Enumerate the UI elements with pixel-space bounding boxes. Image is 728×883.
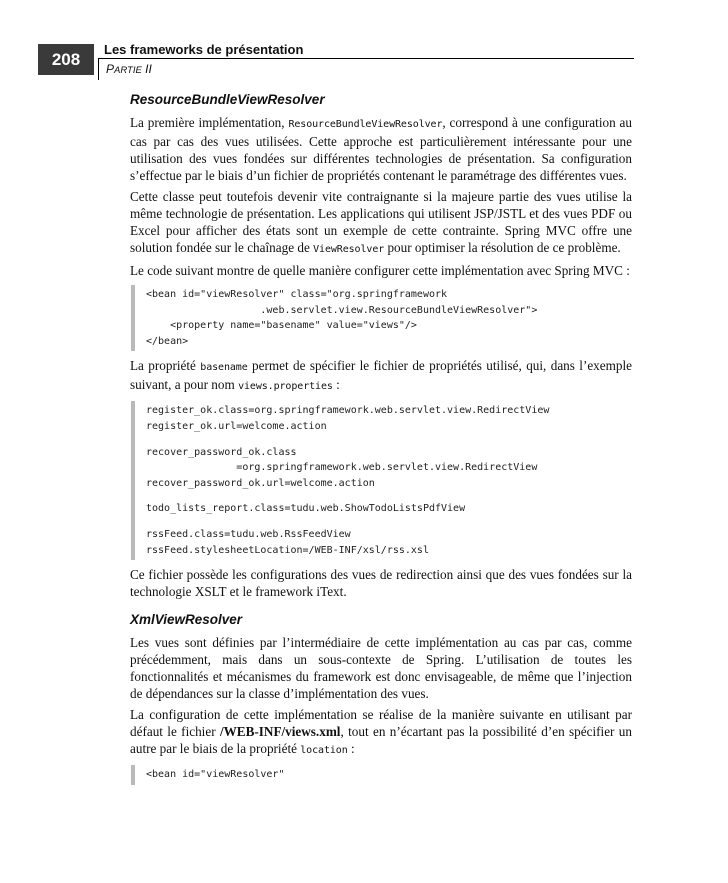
text-run: permet de spécifier le fichier de propriétés utilisé, qui, dans l’exemple suivant, a pour nom (130, 358, 633, 393)
code-line: =org.springframework.web.servlet.view.RedirectView (146, 462, 538, 474)
inline-code: basename (200, 362, 248, 374)
page-number: 208 (38, 44, 94, 75)
paragraph (130, 706, 632, 759)
code-block (131, 401, 632, 560)
section-heading-xmlviewresolver: XmlViewResolver (130, 612, 243, 628)
text-run: La première implémentation, (130, 115, 289, 130)
code-blank-line (146, 517, 632, 527)
text-run: : (347, 741, 355, 757)
text-run: La propriété (130, 358, 201, 374)
code-blank-line (146, 491, 632, 501)
text-run: : (332, 377, 340, 393)
file-path: /WEB-INF/views.xml (219, 724, 341, 740)
paragraph: Le code suivant montre de quelle manière configurer cette implémentation avec Spring MVC : (130, 263, 630, 278)
code-line: register_ok.class=org.springframework.web.servlet.view.RedirectView (146, 405, 550, 417)
part-label (106, 62, 152, 76)
code-line: register_ok.url=welcome.action (146, 420, 327, 432)
code-block (131, 285, 632, 351)
inline-code: ResourceBundleViewResolver (288, 119, 443, 130)
code-line: rssFeed.stylesheetLocation=/WEB-INF/xsl/rss.xsl (146, 544, 429, 556)
header-rule-vertical (98, 58, 99, 80)
code-line: <property name="basename" value="views"/> (146, 320, 417, 332)
text-run: pour optimiser la résolution de ce problème. (384, 240, 621, 255)
paragraph (130, 188, 632, 258)
code-blank-line (146, 435, 632, 445)
part-label-cap: P (106, 62, 115, 76)
text-run: Cette classe peut toutefois devenir vite contraignante si la majeure partie des vues utilise la même technologie de présentation. Les applications qui utilisent JSP/JSTL et des vues PDF ou Excel pour afficher des états sont un exemple de cette contrainte. Spring MVC offre une solution fondée sur le chaînage de (130, 189, 632, 255)
code-line: recover_password_ok.url=welcome.action (146, 477, 375, 489)
paragraph: Les vues sont définies par l’intermédiaire de cette implémentation au cas par cas, comme précédemment, mais dans un sous-contexte de Spring. L’utilisation de toutes les fonctionnalités et mécanismes du framework est donc envisageable, de même que l’injection de dépendances sur la classe d’implémentation des vues. (130, 635, 632, 702)
code-line: todo_lists_report.class=tudu.web.ShowTodoListsPdfView (146, 503, 466, 515)
code-line: recover_password_ok.class (146, 446, 297, 458)
inline-code: location (300, 745, 348, 757)
paragraph (130, 114, 632, 184)
code-line: </bean> (146, 335, 189, 347)
header-rule (98, 58, 634, 59)
paragraph: Ce fichier possède les configurations des vues de redirection ainsi que des vues fondées sur la technologie XSLT et le framework iText. (130, 567, 632, 600)
paragraph (130, 357, 632, 395)
section-heading-resourcebundle: ResourceBundleViewResolver (130, 92, 325, 107)
code-line: .web.servlet.view.ResourceBundleViewResolver"> (146, 304, 538, 316)
code-line: <bean id="viewResolver" (146, 769, 285, 781)
part-label-rest: ARTIE (114, 65, 142, 76)
page-content (130, 92, 632, 791)
text-run: La configuration de cette implémentation se réalise de la manière suivante en utilisant par défaut le fichier (130, 707, 632, 740)
part-label-number: II (145, 62, 152, 76)
code-line: <bean id="viewResolver" class="org.springframework (146, 289, 448, 300)
text-run: , tout en n’écartant pas la possibilité d’en spécifier un autre par le biais de la propriété (130, 724, 632, 757)
code-line: rssFeed.class=tudu.web.RssFeedView (146, 528, 351, 540)
chapter-title: Les frameworks de présentation (104, 42, 304, 57)
inline-code: views.properties (238, 381, 333, 393)
text-run: , correspond à une configuration au cas par cas des vues utilisées. Cette approche est particulièrement intéressante pour une utilisation des vues fondées sur différentes technologies de présentation. Sa configuration s’effectue par le biais d’un fichier de propriétés contenant le paramétrage des différentes vues. (130, 115, 632, 183)
inline-code: ViewResolver (313, 244, 385, 255)
code-block (131, 765, 632, 785)
